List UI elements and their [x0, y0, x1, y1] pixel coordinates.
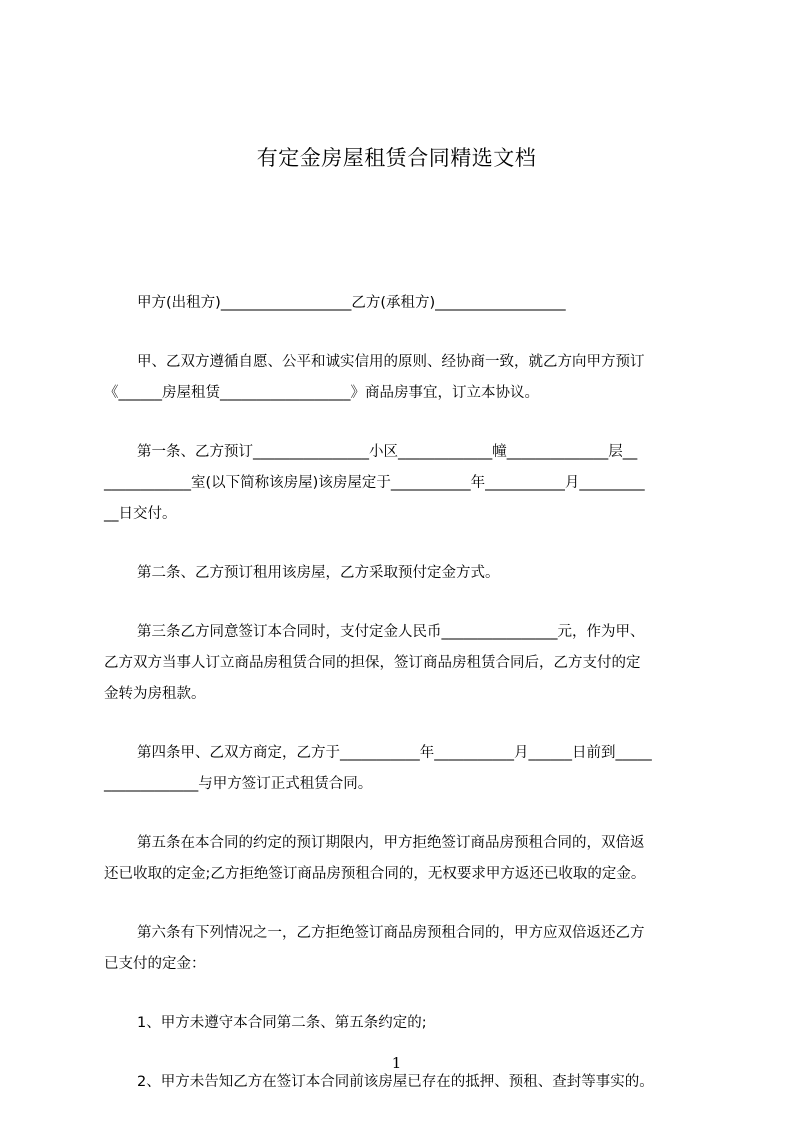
paragraph-line: 2、甲方未告知乙方在签订本合同前该房屋已存在的抵押、预租、查封等事实的。 [137, 1074, 654, 1090]
page-number: 1 [391, 1054, 402, 1072]
paragraph-line: 第二条、乙方预订租用该房屋，乙方采取预付定金方式。 [137, 565, 500, 581]
paragraph-article-1 [104, 437, 704, 530]
paragraph-line: 第三条乙方同意签订本合同时，支付定金人民币________________元，作为甲、 [137, 624, 645, 640]
paragraph-article-6 [104, 918, 704, 980]
paragraph-line: __日交付。 [104, 506, 177, 522]
paragraph-line: 《______房屋租赁__________________》商品房事宜，订立本协议。 [104, 385, 539, 401]
page-title: 有定金房屋租赁合同精选文档 [256, 146, 537, 170]
paragraph-line: 第一条、乙方预订________________小区_____________幢______________层__ [137, 444, 638, 460]
paragraph-line: 第五条在本合同的约定的预订期限内，甲方拒绝签订商品房预租合同的，双倍返 [137, 835, 645, 851]
paragraph-line: 金转为房租款。 [104, 686, 206, 702]
paragraph-line: 第四条甲、乙双方商定，乙方于___________年___________月______日前到_____ [137, 745, 652, 761]
paragraph-line: 甲、乙双方遵循自愿、公平和诚实信用的原则、经协商一致，就乙方向甲方预订 [137, 354, 645, 370]
paragraph-line: 乙方双方当事人订立商品房租赁合同的担保，签订商品房租赁合同后，乙方支付的定 [104, 655, 641, 671]
paragraph-line: 甲方(出租方)__________________乙方(承租方)__________________ [137, 295, 566, 311]
paragraph-line: 已支付的定金： [104, 956, 206, 972]
paragraph-line: 还已收取的定金;乙方拒绝签订商品房预租合同的，无权要求甲方返还已收取的定金。 [104, 866, 646, 882]
paragraph-article-2 [104, 558, 704, 589]
paragraph-article-5 [104, 828, 704, 890]
paragraph-line: 1、甲方未遵守本合同第二条、第五条约定的; [137, 1015, 427, 1031]
paragraph-item-1 [104, 1008, 704, 1039]
paragraph-line: _____________与甲方签订正式租赁合同。 [104, 776, 373, 792]
paragraph-line: 第六条有下列情况之一，乙方拒绝签订商品房预租合同的，甲方应双倍返还乙方 [137, 925, 645, 941]
paragraph-preamble [104, 347, 704, 409]
paragraph-parties [104, 288, 704, 319]
paragraph-line: ____________室(以下简称该房屋)该房屋定于___________年___________月_________ [104, 475, 645, 491]
paragraph-article-4 [104, 738, 704, 800]
document-body [104, 288, 704, 1126]
paragraph-article-3 [104, 617, 704, 710]
